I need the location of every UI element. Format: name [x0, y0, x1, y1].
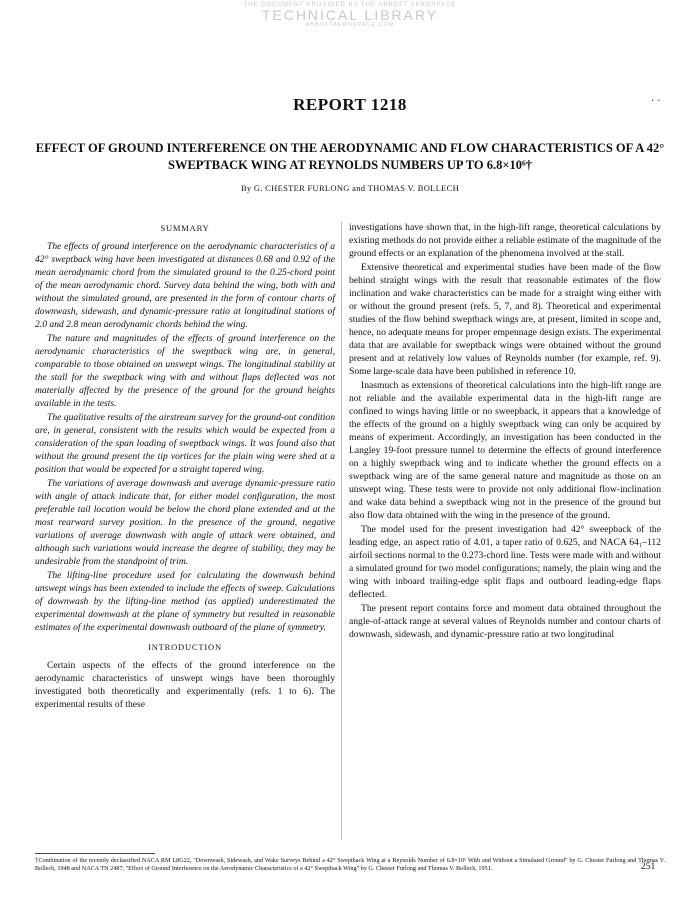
watermark: [0, 0, 700, 28]
column-divider: [341, 222, 342, 840]
introduction-paragraph: Extensive theoretical and experimental studies have been made of the flow behind straight wings with the result that reasonable estimates of the flow inclination and wake characteristics can be made for a straight wing either with or without the ground present (refs. 5, 7, and 8). Theoretical and experimental studies of the flow behind sweptback wings are, at present, limited in scope and, hence, no adequate means for proper empennage design exists. The experimental data that are available for sweptback wings were obtained without the ground present and at relatively low values of Reynolds number (for example, ref. 9). Some large-scale data have been published in reference 10.: [349, 262, 661, 377]
watermark-top-line: THE DOCUMENT PROVIDED BY THE ABBOTT AEROSPACE: [243, 2, 457, 8]
page-number: 251: [641, 862, 656, 872]
footnote-rule: [35, 853, 155, 854]
left-column: [35, 222, 335, 711]
introduction-paragraph: Inasmuch as extensions of theoretical calculations into the high-lift range are not reliable and the available experimental data in the high-lift range are confined to wings having little or no sweepback, it appears that a knowledge of the effects of the ground on a highly sweptback wing can only be acquired by means of experiment. Accordingly, an investigation has been conducted in the Langley 19-foot pressure tunnel to determine the effects of ground interference on a highly sweptback wing and to indicate whether the ground effects on a sweptback wing are of the same general nature and magnitude as those on an unswept wing. These tests were to provide not only additional flow-inclination and wake data behind a sweptback wing not in the presence of the ground but also flow data obtained with the wing in the presence of the ground.: [349, 380, 661, 521]
authors: By G. CHESTER FURLONG and THOMAS V. BOLLECH: [240, 183, 460, 193]
summary-heading: SUMMARY: [160, 223, 210, 233]
paper-title: EFFECT OF GROUND INTERFERENCE ON THE AERODYNAMIC AND FLOW CHARACTERISTICS OF A 42° SWEPTBACK WING AT REYNOLDS NUMBERS UP TO 6.8×10⁶†: [35, 141, 665, 172]
right-column: [349, 221, 661, 641]
introduction-paragraph: investigations have shown that, in the high-lift range, theoretical calculations by existing methods do not provide either a reliable estimate of the magnitude of the ground effects or an explanation of the phenomena involved at the stall.: [349, 222, 661, 259]
introduction-paragraph: Certain aspects of the effects of the ground interference on the aerodynamic characteristics of unswept wings have been thoroughly investigated both theoretically and experimentally (refs. 1 to 6). The experimental results of these: [35, 660, 335, 710]
summary-paragraph: The qualitative results of the airstream survey for the ground-out condition are, in general, consistent with the results which would be expected from a consideration of the span loading of sweptback wings. It was found also that without the ground present the tip vortices for the plain wing were shed at a position that would be expected for a straight tapered wing.: [35, 412, 335, 475]
summary-paragraph: The effects of ground interference on the aerodynamic characteristics of a 42° sweptback wing have been investigated at distances 0.68 and 0.92 of the mean aerodynamic chord from the simulated ground to the 0.25-chord point of the mean aerodynamic chord. Survey data behind the wing, both with and without the simulated ground, are presented in the form of contour charts of downwash, sidewash, and dynamic-pressure ratio at longitudinal stations of 2.0 and 2.8 mean aerodynamic chords behind the wing.: [35, 241, 335, 330]
introduction-paragraph: The present report contains force and moment data obtained throughout the angle-of-attack range at several values of Reynolds number and contour charts of downwash, sidewash, and dynamic-pressure ratio at two longitudinal: [349, 603, 661, 640]
header-marks: · ·: [651, 96, 661, 107]
summary-paragraph: The nature and magnitudes of the effects of ground interference on the aerodynamic characteristics of the sweptback wing are, in general, comparable to those obtained on unswept wings. The longitudinal stability at the stall for the sweptback wing with and without flaps deflected was not materially affected by the presence of the ground for the ground heights available in the tests.: [35, 333, 335, 409]
introduction-paragraph: The model used for the present investigation had 42° sweepback of the leading edge, an aspect ratio of 4.01, a taper ratio of 0.625, and NACA 64₁–112 airfoil sections normal to the 0.273-chord line. Tests were made with and without a simulated ground for two model configurations; namely, the plain wing and the wing with inboard trailing-edge split flaps and outboard leading-edge flaps deflected.: [349, 524, 661, 600]
summary-paragraph: The lifting-line procedure used for calculating the downwash behind unswept wings has been extended to include the effects of sweep. Calculations of downwash by the lifting-line method (as applied) underestimated the experimental downwash at the plane of symmetry but resulted in reasonable estimates of the experimental downwash outboard of the plane of symmetry.: [35, 570, 336, 633]
summary-paragraph: The variations of average downwash and average dynamic-pressure ratio with angle of attack indicate that, for either model configuration, the most preferable tail location would be below the chord plane extended and at the most rearward survey position. In the presence of the ground, negative variations of average downwash with angle of attack were obtained, and although such variations would increase the degree of stability, they may be undesirable from the standpoint of trim.: [35, 478, 335, 567]
footnote: †Combination of the recently declassified NACA RM L8G22, "Downwash, Sidewash, and Wake Surveys Behind a 42° Sweptback Wing at a Reynolds Number of 6.8×10⁶ With and Without a Simulated Ground" by G. Chester Furlong and Thomas V. Bollech, 1948 and NACA TN 2487, "Effect of Ground Interference on the Aerodynamic Characteristics of a 42° Sweptback Wing" by G. Chester Furlong and Thomas V. Bollech, 1951.: [35, 857, 665, 872]
introduction-heading: INTRODUCTION: [148, 642, 222, 652]
report-title: REPORT 1218: [293, 95, 407, 114]
watermark-title: TECHNICAL LIBRARY: [261, 7, 439, 23]
watermark-url: ABBOTTAEROSPACE.COM: [305, 22, 395, 28]
